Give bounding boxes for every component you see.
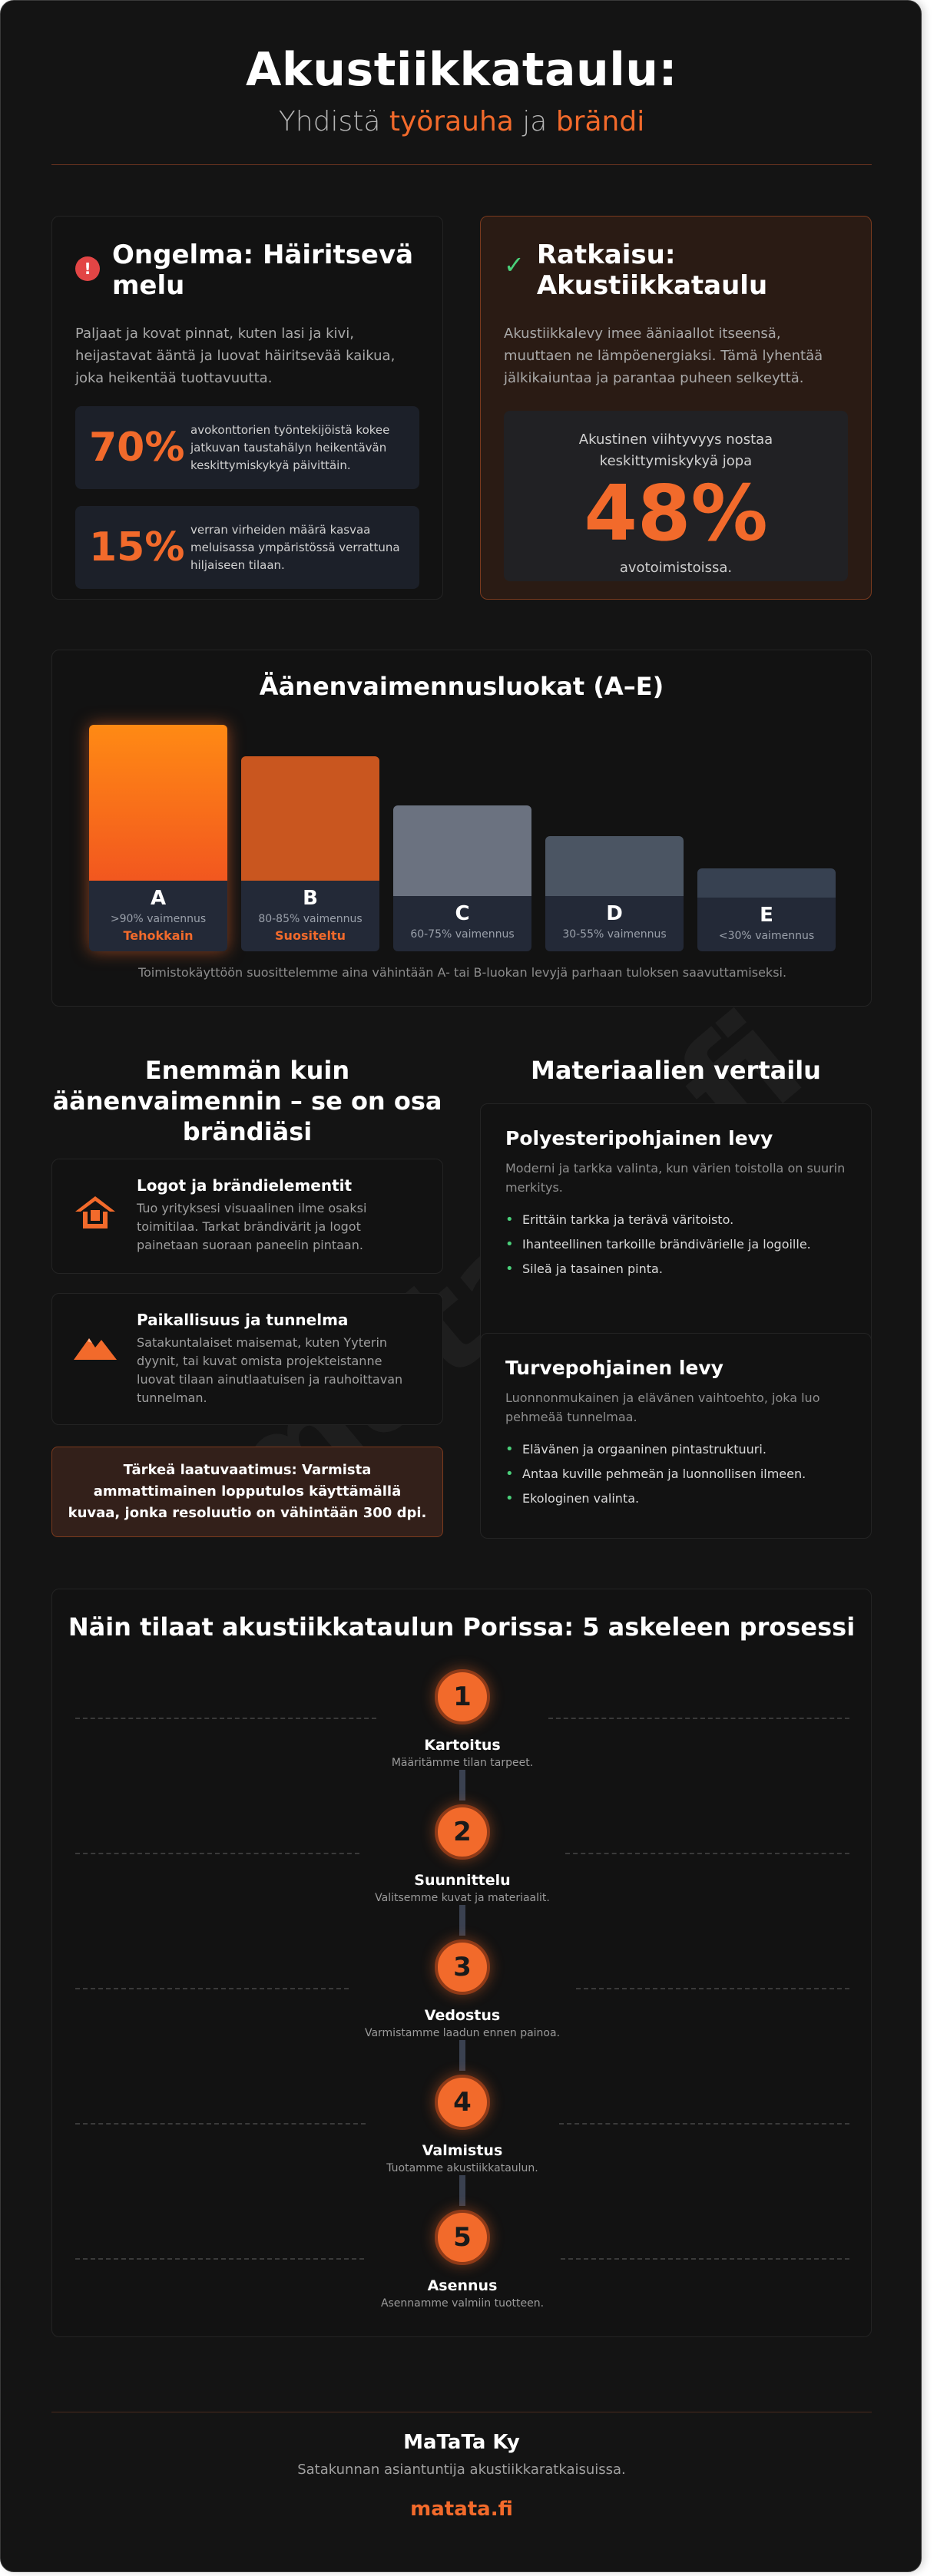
class-bar-c <box>393 805 531 951</box>
step-number: 4 <box>435 2075 490 2130</box>
solution-title: Ratkaisu: Akustiikkataulu <box>536 240 768 301</box>
logo-house-icon <box>72 1193 118 1232</box>
process-step-5 <box>52 2130 872 2310</box>
step-desc: Varmistamme laadun ennen painoa. <box>364 2027 561 2039</box>
order-process-card <box>51 1589 872 2337</box>
material-point: • Sileä ja tasainen pinta. <box>505 1257 846 1281</box>
brand-section-title: Enemmän kuin äänenvaimennin – se on osa brändiäsi <box>52 1056 442 1146</box>
step-number: 5 <box>435 2210 490 2265</box>
feature-card-local <box>51 1293 443 1425</box>
stat-value: 15% <box>89 524 185 570</box>
material-desc: Luonnonmukainen ja elävänen vaihtoehto, joka luo pehmeää tunnelmaa. <box>505 1391 820 1424</box>
quality-warning: Tärkeä laatuvaatimus: Varmista ammattimainen lopputulos käyttämällä kuvaa, jonka resoluutio on vähintään 300 dpi. <box>51 1447 443 1537</box>
step-desc: Asennamme valmiin tuotteen. <box>380 2297 545 2310</box>
process-step-2 <box>52 1724 872 1904</box>
material-points <box>505 1208 846 1281</box>
classes-title: Äänenvaimennusluokat (A–E) <box>259 672 664 701</box>
class-range: 60-75% vaimennus <box>410 928 515 941</box>
stat-box <box>75 406 419 489</box>
subtitle-highlight-brand: brändi <box>555 106 645 137</box>
classes-bars <box>89 721 836 951</box>
material-name: Turvepohjainen levy <box>505 1357 723 1379</box>
step-name: Kartoitus <box>424 1737 501 1754</box>
mountain-landscape-icon <box>72 1328 118 1366</box>
stat-text: avokonttorien työntekijöistä kokee jatkuvan taustahälyn heikentävän keskittymiskykyä päivittäin. <box>190 422 390 472</box>
class-letter: B <box>303 887 318 910</box>
stat-value: 70% <box>89 425 185 471</box>
problem-lead: Paljaat ja kovat pinnat, kuten lasi ja kivi, heijastavat ääntä ja luovat häiritsevää kaikua, joka heikentää tuottavuutta. <box>75 326 396 386</box>
feature-card-logos <box>51 1159 443 1274</box>
class-range: 80-85% vaimennus <box>258 913 363 925</box>
class-bar-b <box>241 756 379 951</box>
absorption-classes-card <box>51 650 872 1007</box>
material-card-polyester <box>480 1103 872 1358</box>
check-icon: ✓ <box>504 250 525 279</box>
stat-box <box>75 506 419 589</box>
material-point: • Elävänen ja orgaaninen pintastruktuuri. <box>505 1437 846 1462</box>
material-desc: Moderni ja tarkka valinta, kun värien toistolla on suurin merkitys. <box>505 1161 846 1195</box>
subtitle-highlight-work: työrauha <box>389 106 514 137</box>
material-point: • Erittäin tarkka ja terävä väritoisto. <box>505 1208 846 1232</box>
step-desc: Tuotamme akustiikkataulun. <box>386 2162 538 2174</box>
solution-lead: Akustiikkalevy imee ääniaallot itseensä, muuttaen ne lämpöenergiaksi. Tämä lyhentää jälkikaiuntaa ja parantaa puheen selkeyttä. <box>504 326 823 386</box>
class-range: >90% vaimennus <box>110 913 207 925</box>
material-name: Polyesteripohjainen levy <box>505 1127 773 1149</box>
process-title: Näin tilaat akustiikkataulun Porissa: 5 askeleen prosessi <box>68 1612 856 1642</box>
header-divider <box>51 164 872 165</box>
class-bar-e <box>697 868 836 951</box>
class-letter: D <box>606 902 623 925</box>
class-letter: A <box>150 887 167 910</box>
company-website-link[interactable]: matata.fi <box>410 2498 513 2521</box>
problem-title: Ongelma: Häiritsevä melu <box>112 240 414 301</box>
page-subtitle <box>1 106 922 137</box>
subtitle-text: Yhdistä <box>278 106 381 137</box>
feature-title: Logot ja brändielementit <box>137 1176 353 1195</box>
company-name: MaTaTa Ky <box>403 2431 520 2454</box>
class-tag: Tehokkain <box>123 928 194 943</box>
page-footer <box>1 2431 922 2521</box>
class-range: <30% vaimennus <box>718 930 815 942</box>
process-step-1 <box>52 1589 872 1769</box>
step-number: 3 <box>435 1939 490 1995</box>
class-range: 30-55% vaimennus <box>562 928 667 941</box>
step-name: Asennus <box>427 2277 498 2294</box>
class-letter: E <box>760 904 773 927</box>
step-number: 2 <box>435 1804 490 1860</box>
step-name: Suunnittelu <box>414 1872 511 1889</box>
highlight-text: Akustinen viihtyvyys nostaa keskittymiskykyä jopa <box>578 432 773 469</box>
material-point: • Ihanteellinen tarkoille brändivärielle ja logoille. <box>505 1232 846 1257</box>
problem-card <box>51 216 443 600</box>
material-card-peat <box>480 1333 872 1539</box>
highlight-value: 48% <box>584 468 768 558</box>
materials-section-title: Materiaalien vertailu <box>531 1056 821 1085</box>
solution-card <box>480 216 872 600</box>
company-tagline: Satakunnan asiantuntija akustiikkaratkaisuissa. <box>297 2462 626 2478</box>
material-point: • Antaa kuville pehmeän ja luonnollisen ilmeen. <box>505 1462 846 1486</box>
class-bar-a <box>89 725 227 951</box>
step-number: 1 <box>435 1669 490 1724</box>
alert-icon: ! <box>75 256 100 281</box>
step-desc: Määritämme tilan tarpeet. <box>391 1757 534 1769</box>
class-letter: C <box>455 902 470 925</box>
class-bar-d <box>545 836 684 951</box>
class-tag: Suositeltu <box>275 928 346 943</box>
step-name: Vedostus <box>424 2007 501 2024</box>
stat-text: verran virheiden määrä kasvaa meluisassa ympäristössä verrattuna hiljaiseen tilaan. <box>190 522 400 572</box>
highlight-caption: avotoimistoissa. <box>619 560 733 576</box>
step-name: Valmistus <box>422 2142 503 2159</box>
material-point: • Ekologinen valinta. <box>505 1486 846 1511</box>
process-step-4 <box>52 1995 872 2174</box>
subtitle-text: ja <box>522 106 548 137</box>
page-title: Akustiikkataulu: <box>245 43 678 97</box>
classes-note: Toimistokäyttöön suosittelemme aina vähintään A- tai B-luokan levyjä parhaan tuloksen saavuttamiseksi. <box>137 965 787 980</box>
feature-text: Tuo yrityksesi visuaalinen ilme osaksi toimitilaa. Tarkat brändivärit ja logot painetaan suoraan paneelin pintaan. <box>137 1201 367 1252</box>
feature-text: Satakuntalaiset maisemat, kuten Yyterin dyynit, tai kuvat omista projekteistanne luovat tilaan ainutlaatuisen ja rauhoittavan tunnelman. <box>137 1335 403 1405</box>
process-step-3 <box>52 1860 872 2039</box>
material-points <box>505 1437 846 1511</box>
page-header <box>1 43 922 137</box>
feature-title: Paikallisuus ja tunnelma <box>137 1311 349 1329</box>
solution-highlight-box <box>504 411 848 581</box>
step-desc: Valitsemme kuvat ja materiaalit. <box>375 1892 550 1904</box>
